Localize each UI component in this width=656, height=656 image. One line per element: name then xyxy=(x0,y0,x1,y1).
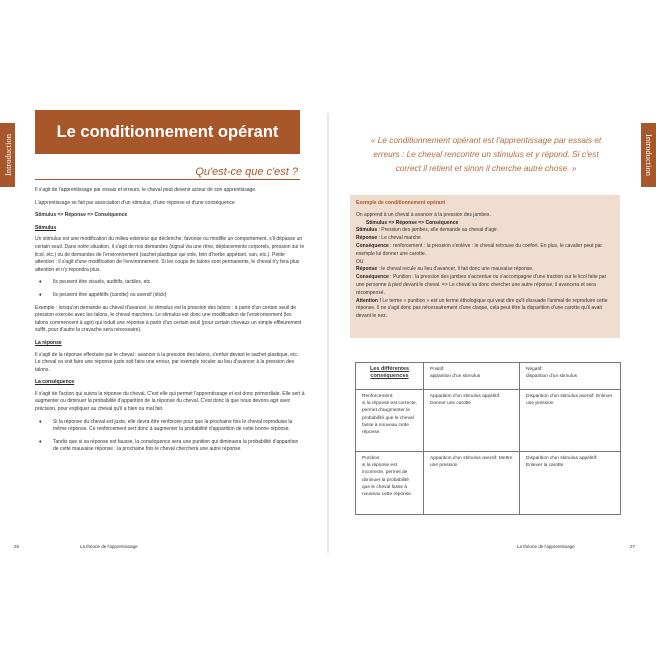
paragraph: Il s'agit de l'action qui suivra la réponse du cheval. C'est elle qui permet l'apprentissage et est donc primordiale. Elle sert à augmenter ou diminuer la probabilité d'apparition de la réponse du cheval. C'est donc là que nous devons agir avec précision, pour expliquer au cheval qu'il a bien ou mal fait. xyxy=(35,390,305,413)
left-page xyxy=(35,113,305,553)
paragraph: Exemple : lorsqu'on demande au cheval d'avancer, le stimulus est la pression des talons : à partir d'un certain seuil de pression exercée avec les talons, le cheval marchera. Le stimulus est donc une modification de l'environnement (les talons commencent à agir) qui induit une réponse à partir d'un certain seuil (pour certain chevaux un simple effleurement suffit, pour d'autre la cravache sera nécessaire). xyxy=(35,304,302,334)
example-line: On apprend à un cheval à avancer à la pression des jambes. xyxy=(356,211,491,218)
footer-title-left: La théorie de l'apprentissage xyxy=(80,544,138,549)
footer-page-number-left: 26 xyxy=(14,544,20,549)
subtitle-rule xyxy=(35,179,300,180)
bullet-item: ♦ Ils peuvent être visuels, auditifs, tactiles, etc. xyxy=(39,279,305,287)
side-tab-right-label: Introduction xyxy=(643,133,654,177)
pull-quote: « Le conditionnement opérant est l'apprentissage par essais et erreurs : Le cheval rencontre un stimulus et y répond. Si c'est correct il retient et sinon il cherche autre chose. » xyxy=(370,135,602,173)
left-body xyxy=(35,187,305,459)
heading-reponse: La réponse xyxy=(35,339,62,346)
example-line: Conséquence : Punition : la pression des jambes s'accentue ou s'accompagne d'une traction sur le licol faite par une personne à pied devant le cheval. => Le cheval va donc chercher une autre réponse, il avancera et sera récompensé. xyxy=(356,274,607,296)
table-cell: Disparition d'un stimulus appétitif: Enlever la carotte xyxy=(520,452,621,515)
table-header-cell: Les différentes conséquences xyxy=(356,363,424,390)
example-box xyxy=(350,195,620,338)
example-formula: Stimulus => Réponse => Conséquence xyxy=(366,219,459,226)
page-gutter xyxy=(327,113,329,553)
side-tab-left xyxy=(0,123,15,187)
bullet-item: ♦ Si la réponse du cheval est juste, elle devra être renforcée pour que la prochaine fois le cheval reproduise la même réponse. Ce renforcement sert donc à augmenter la probabilité d'apparition de cette bonne réponse. xyxy=(39,419,305,434)
table-row-label-renforcement: Renforcement: si la réponse est correcte, permet d'augmenter la probabilité que le cheval fasse à nouveau cette réponse. xyxy=(356,390,424,452)
paragraph: Un stimulus est une modification du milieu extérieur qui déclenche, favorise ou modifie un comportement, s'il dépasse un certain seuil. Dans notre situation, il s'agit de nos demandes (signal via une rêne, déplacements corporels, pression sur le licol, etc.) ou de demandes de l'environnement (sachet plastique qui vole, brin d'herbe appétant, van, etc.). Petite attention : il s'agit d'une modification de l'environnement. Si les coups de talons sont permanents, le cheval n'y fera plus attention et n'y répondra plus. xyxy=(35,236,305,273)
example-line: Attention ! Le terme « punition » est un terme éthologique qui veut dire qu'il dissuade l'animal de reproduire cette réponse. Il ne s'agit donc pas nécessairement d'une claque, cela peut être la disparition d'une carotte qu'il avait devant le nez. xyxy=(356,297,608,320)
table-col-positive: Positif: apparition d'un stimulus xyxy=(424,363,520,390)
chapter-title: Le conditionnement opérant xyxy=(56,123,279,141)
table-cell: Apparition d'un stimulus aversif: Mettre une pression xyxy=(424,452,520,515)
bullet-item: ♦ Tandis que si sa réponse est fausse, la conséquence sera une punition qui diminuera la probabilité d'apparition de cette mauvaise réponse : la prochaine fois le cheval cherchera une autre réponse. xyxy=(39,439,305,454)
footer-page-number-right: 27 xyxy=(630,544,636,549)
heading-consequence: La conséquence xyxy=(35,379,75,386)
example-line: Conséquence : renforcement : la pression s'enlève : le cheval retrouve du confort. En plus, le cavalier peut par exemple lui donner une carotte. xyxy=(356,242,603,257)
side-tab-right xyxy=(641,123,656,187)
table-cell: Disparition d'un stimulus aversif: Enlever une pression xyxy=(520,390,621,452)
table-cell: Apparition d'un stimulus appétitif: Donner une carotte xyxy=(424,390,520,452)
footer-title-right: La théorie de l'apprentissage xyxy=(517,544,575,549)
formula: Stimulus => Réponse => Conséquence xyxy=(35,212,128,219)
paragraph: L'apprentissage se fait par association d'un stimulus, d'une réponse et d'une conséquence xyxy=(35,199,235,206)
bullet-item: ♦ Ils peuvent être appétitifs (carotte) ou aversif (stick) xyxy=(39,292,305,300)
side-tab-left-label: Introduction xyxy=(2,133,13,177)
example-title: Exemple de conditionnement opérant xyxy=(356,200,446,206)
table-col-negative: Négatif: disparition d'un stimulus xyxy=(520,363,621,390)
consequences-table xyxy=(355,362,621,515)
example-line: Réponse : le cheval recule au lieu d'avancer, il fait donc une mauvaise réponse. xyxy=(356,266,534,273)
chapter-title-bar xyxy=(35,110,300,154)
table-row-label-punition: Punition: si la réponse est incorrecte, permet de diminuer la probabilité que le cheval fasse à nouveau cette réponse. xyxy=(356,452,424,515)
example-line: Stimulus : Pression des jambes, elle demande au cheval d'agir. xyxy=(356,227,498,234)
example-line: Réponse : Le cheval marche xyxy=(356,235,421,242)
example-line: OU xyxy=(356,258,364,265)
heading-stimulus: Stimulus xyxy=(35,224,57,231)
section-subtitle: Qu'est-ce que c'est ? xyxy=(195,166,298,178)
book-spread xyxy=(0,113,656,553)
paragraph: Il s'agit de la réponse effectuée par le cheval : avancer à la pression des talons, s'enfuir devant le sachet plastique, etc. Le cheval va soit faire une réponse juste soit faire une erreur, par exemple reculer au lieu d'avancer à la pression des talons. xyxy=(35,351,299,373)
paragraph: Il s'agit de l'apprentissage par essais et erreurs, le cheval peut devenir acteur de son apprentissage. xyxy=(35,187,257,193)
